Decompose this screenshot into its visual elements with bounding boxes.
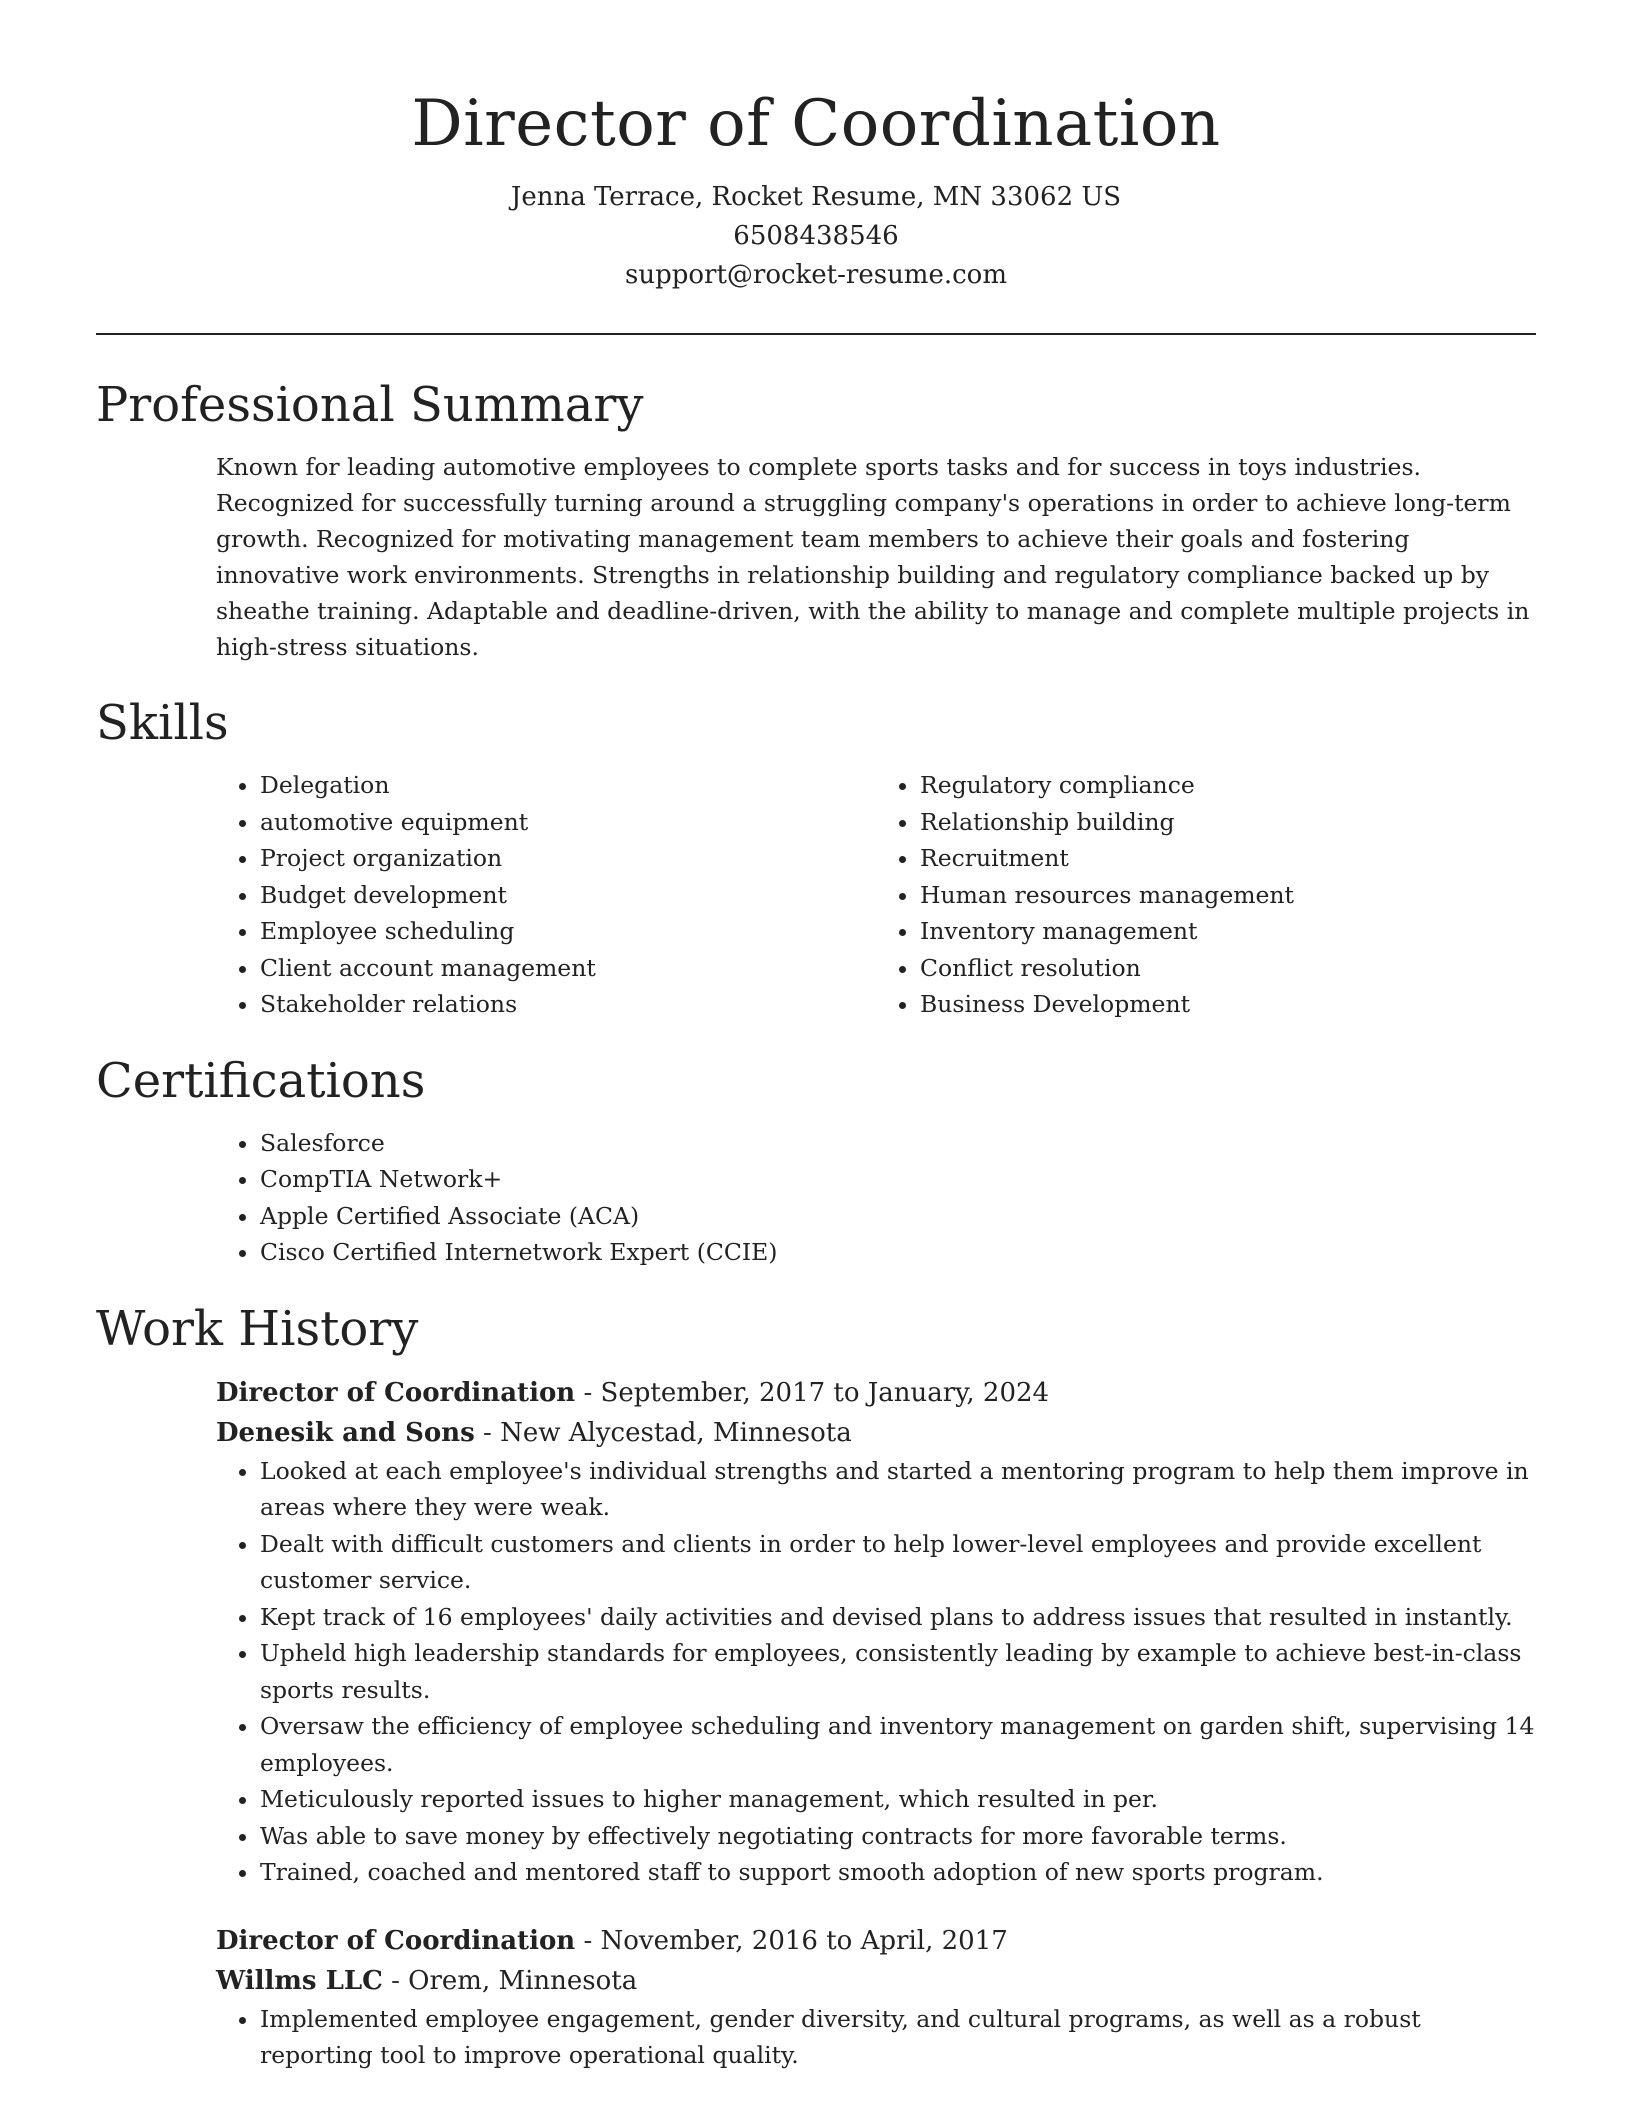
job-company: Willms LLC xyxy=(216,1965,383,1996)
separator: - xyxy=(583,1925,593,1956)
resume-page xyxy=(96,0,1536,2074)
skill-item: • Employee scheduling xyxy=(260,913,876,950)
job-title-line xyxy=(216,1373,1536,1413)
section-title-work-history: Work History xyxy=(96,1300,419,1357)
job-company: Denesik and Sons xyxy=(216,1417,475,1448)
skill-item: • Business Development xyxy=(920,986,1536,1023)
certifications-section xyxy=(96,1051,1536,1271)
job-title-line xyxy=(216,1921,1536,1961)
job-duty: • Upheld high leadership standards for employees, consistently leading by example to achieve best-in-class sports results. xyxy=(260,1635,1536,1708)
skill-item: • Budget development xyxy=(260,877,876,914)
job-duties-list xyxy=(216,1453,1536,1891)
job-company-line xyxy=(216,1413,1536,1453)
skill-item: • Recruitment xyxy=(920,840,1536,877)
job-location: Orem, Minnesota xyxy=(408,1965,638,1996)
skill-item: • Human resources management xyxy=(920,877,1536,914)
contact-info xyxy=(96,178,1536,295)
candidate-name: Director of Coordination xyxy=(411,87,1221,161)
skill-item: • Stakeholder relations xyxy=(260,986,876,1023)
skill-item: • Delegation xyxy=(260,767,876,804)
section-title-summary: Professional Summary xyxy=(96,377,644,433)
section-title-certifications: Certifications xyxy=(96,1052,426,1109)
summary-text: Known for leading automotive employees to complete sports tasks and for success in toys industries. Recognized for successfully turning around a struggling company's operations in order to achieve long-term growth. Recognized for motivating management team members to achieve their goals and fostering innovative work environments. Strengths in relationship building and regulatory compliance backed up by sheathe training. Adaptable and deadline-driven, with the ability to manage and complete multiple projects in high-stress situations. xyxy=(216,453,1530,661)
job-dates: September, 2017 to January, 2024 xyxy=(600,1377,1050,1408)
job-duties-list xyxy=(216,2001,1536,2074)
certification-item: • Salesforce xyxy=(260,1125,1536,1162)
summary-section xyxy=(96,375,1536,665)
separator: - xyxy=(583,1377,593,1408)
certification-item: • CompTIA Network+ xyxy=(260,1161,1536,1198)
certifications-list xyxy=(216,1125,1536,1271)
job-duty: • Meticulously reported issues to higher management, which resulted in per. xyxy=(260,1781,1536,1818)
job-duty: • Looked at each employee's individual strengths and started a mentoring program to help them improve in areas where they were weak. xyxy=(260,1453,1536,1526)
skill-item: • Inventory management xyxy=(920,913,1536,950)
separator: - xyxy=(483,1417,492,1448)
skill-item: • Conflict resolution xyxy=(920,950,1536,987)
skills-list-left xyxy=(216,767,876,1023)
job-entry xyxy=(216,1373,1536,1891)
job-company-line xyxy=(216,1961,1536,2001)
job-duty: • Trained, coached and mentored staff to support smooth adoption of new sports program. xyxy=(260,1854,1536,1891)
skill-item: • Relationship building xyxy=(920,804,1536,841)
skills-section xyxy=(96,693,1536,1023)
job-title: Director of Coordination xyxy=(216,1377,576,1408)
resume-header xyxy=(96,0,1536,295)
job-location: New Alycestad, Minnesota xyxy=(500,1417,852,1448)
section-title-skills: Skills xyxy=(96,695,229,751)
job-title: Director of Coordination xyxy=(216,1925,576,1956)
job-entry xyxy=(216,1921,1536,2074)
job-duty: • Kept track of 16 employees' daily activities and devised plans to address issues that resulted in instantly. xyxy=(260,1599,1536,1636)
job-duty: • Was able to save money by effectively negotiating contracts for more favorable terms. xyxy=(260,1818,1536,1855)
job-duty: • Implemented employee engagement, gender diversity, and cultural programs, as well as a robust reporting tool to improve operational quality. xyxy=(260,2001,1536,2074)
separator: - xyxy=(391,1965,400,1996)
certification-item: • Apple Certified Associate (ACA) xyxy=(260,1198,1536,1235)
skill-item: • automotive equipment xyxy=(260,804,876,841)
phone: 6508438546 xyxy=(733,221,899,251)
job-duty: • Dealt with difficult customers and clients in order to help lower-level employees and provide excellent customer service. xyxy=(260,1526,1536,1599)
skills-list-right xyxy=(876,767,1536,1023)
skill-item: • Project organization xyxy=(260,840,876,877)
skill-item: • Regulatory compliance xyxy=(920,767,1536,804)
job-dates: November, 2016 to April, 2017 xyxy=(600,1925,1008,1956)
header-divider xyxy=(96,333,1536,335)
address: Jenna Terrace, Rocket Resume, MN 33062 US xyxy=(510,182,1122,212)
work-history-section xyxy=(96,1299,1536,2074)
skill-item: • Client account management xyxy=(260,950,876,987)
certification-item: • Cisco Certified Internetwork Expert (CCIE) xyxy=(260,1234,1536,1271)
email: support@rocket-resume.com xyxy=(624,260,1007,290)
job-duty: • Oversaw the efficiency of employee scheduling and inventory management on garden shift, supervising 14 employees. xyxy=(260,1708,1536,1781)
